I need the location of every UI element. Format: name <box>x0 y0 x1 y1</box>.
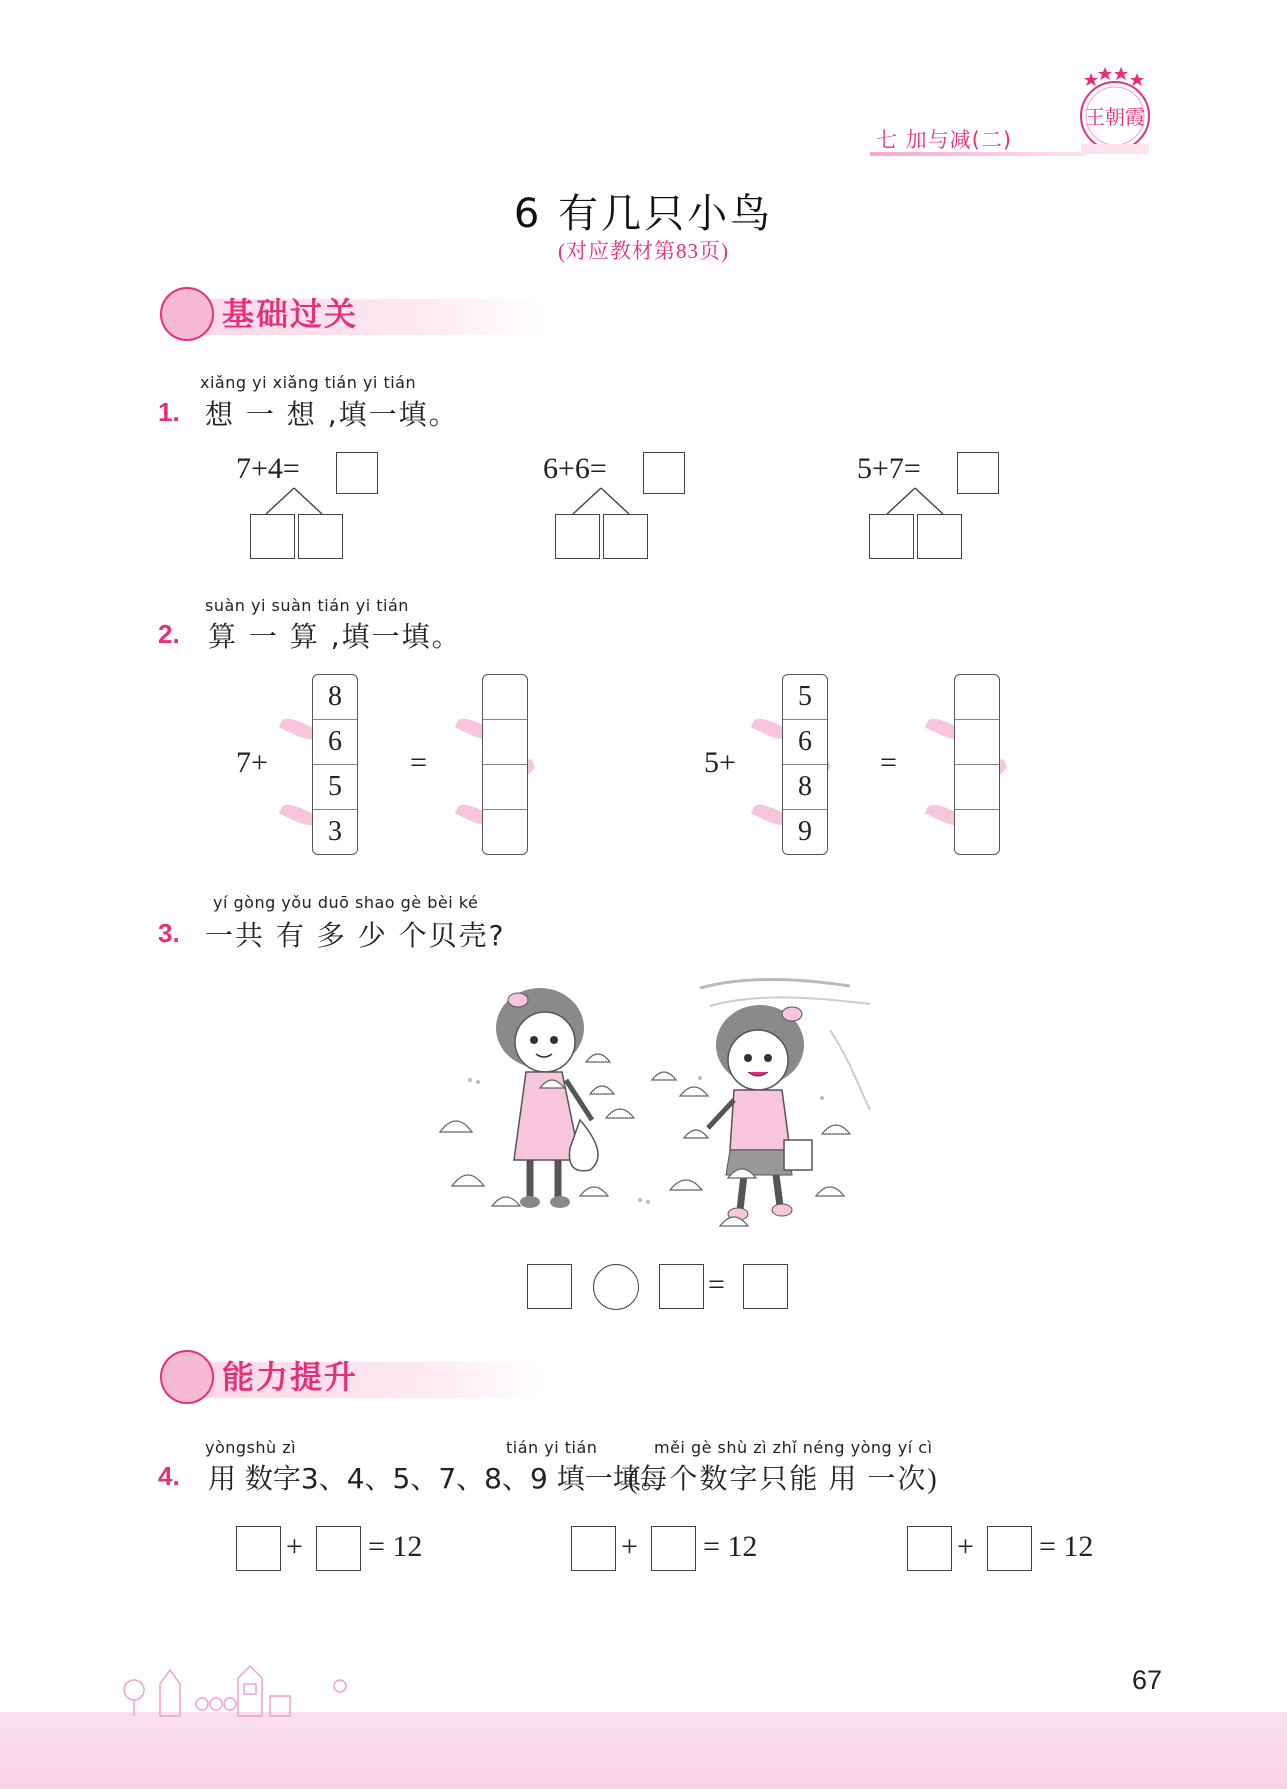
q4-equation <box>236 1524 466 1574</box>
q4-number: 4. <box>158 1461 180 1491</box>
q2-equals: = <box>880 746 897 779</box>
answer-cell[interactable] <box>483 720 527 765</box>
chapter-underline <box>870 152 1085 156</box>
mascot-icon <box>160 287 214 341</box>
split-box-left[interactable] <box>555 514 600 559</box>
column-value: 3 <box>328 816 342 847</box>
q4-equation <box>907 1524 1137 1574</box>
answer-box[interactable] <box>651 1526 696 1571</box>
answer-box[interactable] <box>743 1264 788 1309</box>
q2-pinyin: suàn yi suàn tián yi tián <box>205 596 409 615</box>
answer-box[interactable] <box>527 1264 572 1309</box>
q1-pinyin: xiǎng yi xiǎng tián yi tián <box>200 373 417 392</box>
logo-text: 王朝霞 <box>1085 107 1145 129</box>
split-box-right[interactable] <box>298 514 343 559</box>
q4-pinyin-b: tián yi tián <box>506 1438 598 1457</box>
split-box-right[interactable] <box>917 514 962 559</box>
q4-pinyin-a: yòngshù zì <box>205 1438 297 1457</box>
q1-number: 1. <box>158 397 180 427</box>
answer-column <box>482 674 528 855</box>
q2-prefix: 7+ <box>236 746 268 779</box>
column-value: 5 <box>783 675 827 720</box>
answer-column <box>954 674 1000 855</box>
q3-pinyin: yí gòng yǒu duō shao gè bèi ké <box>213 893 479 912</box>
column-value: 8 <box>783 765 827 810</box>
answer-cell[interactable] <box>483 675 527 720</box>
q4-text: 用 数字3、4、5、7、8、9 填一填。 <box>208 1462 669 1495</box>
plus-sign: + <box>957 1530 974 1563</box>
answer-box[interactable] <box>571 1526 616 1571</box>
q3-equals: = <box>708 1268 725 1301</box>
number-column <box>782 674 828 855</box>
number-column <box>312 674 358 855</box>
split-box-left[interactable] <box>250 514 295 559</box>
answer-box[interactable] <box>907 1526 952 1571</box>
operator-circle[interactable] <box>593 1264 639 1310</box>
q1-expression: 7+4= <box>236 452 300 485</box>
q1-item <box>543 450 713 562</box>
answer-box[interactable] <box>316 1526 361 1571</box>
q3-text: 一共 有 多 少 个贝壳? <box>205 919 506 952</box>
split-box-left[interactable] <box>869 514 914 559</box>
q2-equals: = <box>410 746 427 779</box>
q1-text: 想 一 想 ,填一填。 <box>205 398 459 431</box>
column-value: 6 <box>313 720 357 765</box>
column-value: 5 <box>313 765 357 810</box>
girl-right <box>708 1005 812 1220</box>
q4-equation <box>571 1524 801 1574</box>
q4-result: = 12 <box>703 1530 758 1563</box>
q2-prefix: 5+ <box>704 746 736 779</box>
column-value: 8 <box>313 675 357 720</box>
q2-left-group <box>230 670 570 860</box>
q2-text: 算 一 算 ,填一填。 <box>208 620 462 653</box>
chapter-label: 七 加与减(二) <box>876 128 1013 152</box>
plus-sign: + <box>286 1530 303 1563</box>
answer-cell[interactable] <box>955 765 999 810</box>
section-title: 基础过关 <box>222 295 359 333</box>
column-value: 9 <box>798 816 812 847</box>
answer-cell[interactable] <box>955 810 999 854</box>
section-title: 能力提升 <box>222 1358 359 1396</box>
answer-box[interactable] <box>659 1264 704 1309</box>
q1-expression: 6+6= <box>543 452 607 485</box>
answer-box[interactable] <box>987 1526 1032 1571</box>
answer-cell[interactable] <box>483 810 527 854</box>
answer-cell[interactable] <box>955 720 999 765</box>
q4-note: (每个数字只能 用 一次) <box>628 1464 939 1495</box>
q2-right-group <box>700 670 1040 860</box>
answer-cell[interactable] <box>955 675 999 720</box>
footer-band <box>0 1712 1287 1789</box>
section-basic <box>160 285 560 341</box>
footer-town-decoration <box>120 1648 400 1718</box>
girl-left <box>496 988 598 1208</box>
q1-item <box>857 450 1027 562</box>
publisher-logo <box>1075 64 1155 156</box>
q1-expression: 5+7= <box>857 452 921 485</box>
column-value: 6 <box>783 720 827 765</box>
lesson-subtitle: (对应教材第83页) <box>558 239 729 263</box>
answer-cell[interactable] <box>483 765 527 810</box>
plus-sign: + <box>621 1530 638 1563</box>
q4-result: = 12 <box>368 1530 423 1563</box>
section-advanced <box>160 1348 560 1404</box>
q1-item <box>236 450 406 562</box>
chapter-header <box>870 124 1090 154</box>
q4-pinyin-c: měi gè shù zì zhǐ néng yòng yí cì <box>654 1438 933 1457</box>
beach-illustration <box>430 970 890 1240</box>
split-box-right[interactable] <box>603 514 648 559</box>
q3-number: 3. <box>158 918 180 948</box>
page-number: 67 <box>1132 1665 1163 1695</box>
mascot-icon <box>160 1350 214 1404</box>
lesson-title: 6 有几只小鸟 <box>513 191 774 237</box>
q3-answer-row <box>527 1262 797 1312</box>
q4-result: = 12 <box>1039 1530 1094 1563</box>
q2-number: 2. <box>158 619 180 649</box>
answer-box[interactable] <box>236 1526 281 1571</box>
